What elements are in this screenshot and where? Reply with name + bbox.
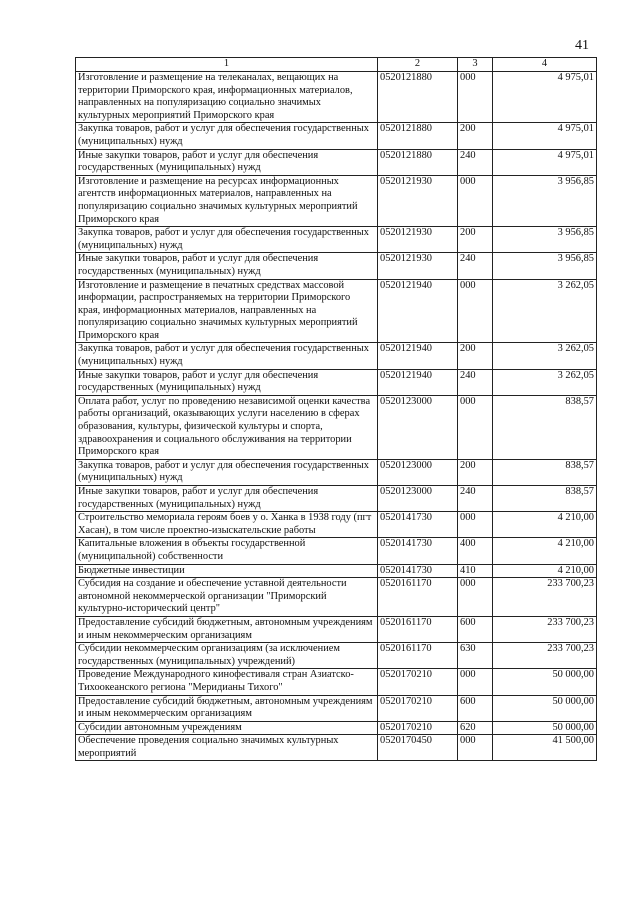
- row-type-cell: 240: [458, 486, 493, 512]
- row-name-cell: Капитальные вложения в объекты государственной (муниципальной) собственности: [76, 538, 378, 564]
- row-name-cell: Субсидии некоммерческим организациям (за исключением государственных (муниципальных) учреждений): [76, 643, 378, 669]
- row-amount-cell: 4 210,00: [493, 512, 597, 538]
- row-type-cell: 000: [458, 395, 493, 459]
- row-name-cell: Иные закупки товаров, работ и услуг для обеспечения государственных (муниципальных) нужд: [76, 253, 378, 279]
- table-row: [76, 721, 597, 735]
- row-code-cell: 0520123000: [378, 459, 458, 485]
- row-amount-cell: 838,57: [493, 486, 597, 512]
- page-number: 41: [575, 38, 589, 53]
- row-code-cell: 0520123000: [378, 395, 458, 459]
- row-name-cell: Иные закупки товаров, работ и услуг для обеспечения государственных (муниципальных) нужд: [76, 149, 378, 175]
- table-row: [76, 564, 597, 578]
- table-row: [76, 486, 597, 512]
- column-header: 3: [458, 58, 493, 72]
- row-name-cell: Строительство мемориала героям боев у о. Ханка в 1938 году (пгт Хасан), в том числе проектно-изыскательские работы: [76, 512, 378, 538]
- table-row: [76, 578, 597, 617]
- row-amount-cell: 4 210,00: [493, 564, 597, 578]
- row-code-cell: 0520121880: [378, 149, 458, 175]
- row-type-cell: 000: [458, 279, 493, 343]
- row-name-cell: Закупка товаров, работ и услуг для обеспечения государственных (муниципальных) нужд: [76, 343, 378, 369]
- row-type-cell: 620: [458, 721, 493, 735]
- column-header: 2: [378, 58, 458, 72]
- row-type-cell: 200: [458, 123, 493, 149]
- row-code-cell: 0520121880: [378, 72, 458, 123]
- column-header: 1: [76, 58, 378, 72]
- row-name-cell: Предоставление субсидий бюджетным, автономным учреждениям и иным некоммерческим организациям: [76, 616, 378, 642]
- table-row: [76, 395, 597, 459]
- table-row: [76, 343, 597, 369]
- table-row: [76, 149, 597, 175]
- row-amount-cell: 3 262,05: [493, 279, 597, 343]
- table-row: [76, 175, 597, 226]
- row-name-cell: Субсидия на создание и обеспечение уставной деятельности автономной некоммерческой организации "Приморский культурно-исторический центр": [76, 578, 378, 617]
- row-type-cell: 000: [458, 72, 493, 123]
- row-code-cell: 0520121930: [378, 227, 458, 253]
- row-name-cell: Изготовление и размещение на телеканалах, вещающих на территории Приморского края, информационных материалов, направленных на популяризацию социально значимых культурных мероприятий Приморского края: [76, 72, 378, 123]
- row-name-cell: Закупка товаров, работ и услуг для обеспечения государственных (муниципальных) нужд: [76, 123, 378, 149]
- row-name-cell: Обеспечение проведения социально значимых культурных мероприятий: [76, 735, 378, 761]
- table-row: [76, 643, 597, 669]
- table-row: [76, 616, 597, 642]
- row-name-cell: Проведение Международного кинофестиваля стран Азиатско-Тихоокеанского региона "Меридианы Тихого": [76, 669, 378, 695]
- row-amount-cell: 233 700,23: [493, 578, 597, 617]
- row-name-cell: Закупка товаров, работ и услуг для обеспечения государственных (муниципальных) нужд: [76, 227, 378, 253]
- row-name-cell: Предоставление субсидий бюджетным, автономным учреждениям и иным некоммерческим организациям: [76, 695, 378, 721]
- table-row: [76, 512, 597, 538]
- table-row: [76, 72, 597, 123]
- row-code-cell: 0520121940: [378, 343, 458, 369]
- row-type-cell: 000: [458, 512, 493, 538]
- row-type-cell: 240: [458, 253, 493, 279]
- row-code-cell: 0520161170: [378, 616, 458, 642]
- row-amount-cell: 3 956,85: [493, 253, 597, 279]
- row-amount-cell: 3 262,05: [493, 343, 597, 369]
- row-code-cell: 0520161170: [378, 643, 458, 669]
- row-amount-cell: 3 262,05: [493, 369, 597, 395]
- table-row: [76, 369, 597, 395]
- row-type-cell: 200: [458, 343, 493, 369]
- row-amount-cell: 4 210,00: [493, 538, 597, 564]
- row-name-cell: Закупка товаров, работ и услуг для обеспечения государственных (муниципальных) нужд: [76, 459, 378, 485]
- row-name-cell: Изготовление и размещение на ресурсах информационных агентств информационных материалов, направленных на популяризацию социально значимых культурных мероприятий Приморского края: [76, 175, 378, 226]
- table-row: [76, 695, 597, 721]
- table-row: [76, 538, 597, 564]
- row-name-cell: Иные закупки товаров, работ и услуг для обеспечения государственных (муниципальных) нужд: [76, 486, 378, 512]
- table-row: [76, 123, 597, 149]
- row-amount-cell: 50 000,00: [493, 721, 597, 735]
- row-amount-cell: 3 956,85: [493, 227, 597, 253]
- row-amount-cell: 233 700,23: [493, 643, 597, 669]
- row-amount-cell: 4 975,01: [493, 123, 597, 149]
- table-row: [76, 253, 597, 279]
- table-row: [76, 227, 597, 253]
- row-type-cell: 000: [458, 735, 493, 761]
- row-amount-cell: 50 000,00: [493, 669, 597, 695]
- row-code-cell: 0520141730: [378, 512, 458, 538]
- header-row: [76, 58, 597, 72]
- row-type-cell: 200: [458, 459, 493, 485]
- row-name-cell: Бюджетные инвестиции: [76, 564, 378, 578]
- row-code-cell: 0520121930: [378, 253, 458, 279]
- row-type-cell: 000: [458, 669, 493, 695]
- row-name-cell: Субсидии автономным учреждениям: [76, 721, 378, 735]
- row-code-cell: 0520121930: [378, 175, 458, 226]
- row-amount-cell: 3 956,85: [493, 175, 597, 226]
- row-code-cell: 0520161170: [378, 578, 458, 617]
- row-code-cell: 0520170210: [378, 669, 458, 695]
- row-amount-cell: 233 700,23: [493, 616, 597, 642]
- row-type-cell: 600: [458, 616, 493, 642]
- column-header: 4: [493, 58, 597, 72]
- table-row: [76, 669, 597, 695]
- row-amount-cell: 41 500,00: [493, 735, 597, 761]
- row-type-cell: 000: [458, 578, 493, 617]
- table-row: [76, 735, 597, 761]
- row-code-cell: 0520123000: [378, 486, 458, 512]
- row-type-cell: 410: [458, 564, 493, 578]
- row-amount-cell: 4 975,01: [493, 149, 597, 175]
- row-type-cell: 600: [458, 695, 493, 721]
- row-code-cell: 0520141730: [378, 538, 458, 564]
- row-type-cell: 400: [458, 538, 493, 564]
- row-code-cell: 0520170210: [378, 721, 458, 735]
- row-code-cell: 0520121940: [378, 279, 458, 343]
- row-code-cell: 0520170450: [378, 735, 458, 761]
- row-code-cell: 0520121940: [378, 369, 458, 395]
- row-code-cell: 0520121880: [378, 123, 458, 149]
- row-code-cell: 0520141730: [378, 564, 458, 578]
- row-amount-cell: 838,57: [493, 459, 597, 485]
- row-type-cell: 240: [458, 369, 493, 395]
- row-type-cell: 240: [458, 149, 493, 175]
- row-name-cell: Иные закупки товаров, работ и услуг для обеспечения государственных (муниципальных) нужд: [76, 369, 378, 395]
- row-amount-cell: 838,57: [493, 395, 597, 459]
- row-name-cell: Оплата работ, услуг по проведению независимой оценки качества работы организаций, оказывающих услуги населению в сферах образования, культуры, физической культуры и спорта, здравоохранения и социального обслуживания на территории Приморского края: [76, 395, 378, 459]
- table-row: [76, 279, 597, 343]
- budget-table: [75, 57, 597, 761]
- row-type-cell: 630: [458, 643, 493, 669]
- row-amount-cell: 4 975,01: [493, 72, 597, 123]
- row-amount-cell: 50 000,00: [493, 695, 597, 721]
- table-row: [76, 459, 597, 485]
- row-name-cell: Изготовление и размещение в печатных средствах массовой информации, распространяемых на территории Приморского края, информационных материалов, направленных на популяризацию социально значимых культурных мероприятий Приморского края: [76, 279, 378, 343]
- row-code-cell: 0520170210: [378, 695, 458, 721]
- row-type-cell: 200: [458, 227, 493, 253]
- table-body: [76, 72, 597, 761]
- row-type-cell: 000: [458, 175, 493, 226]
